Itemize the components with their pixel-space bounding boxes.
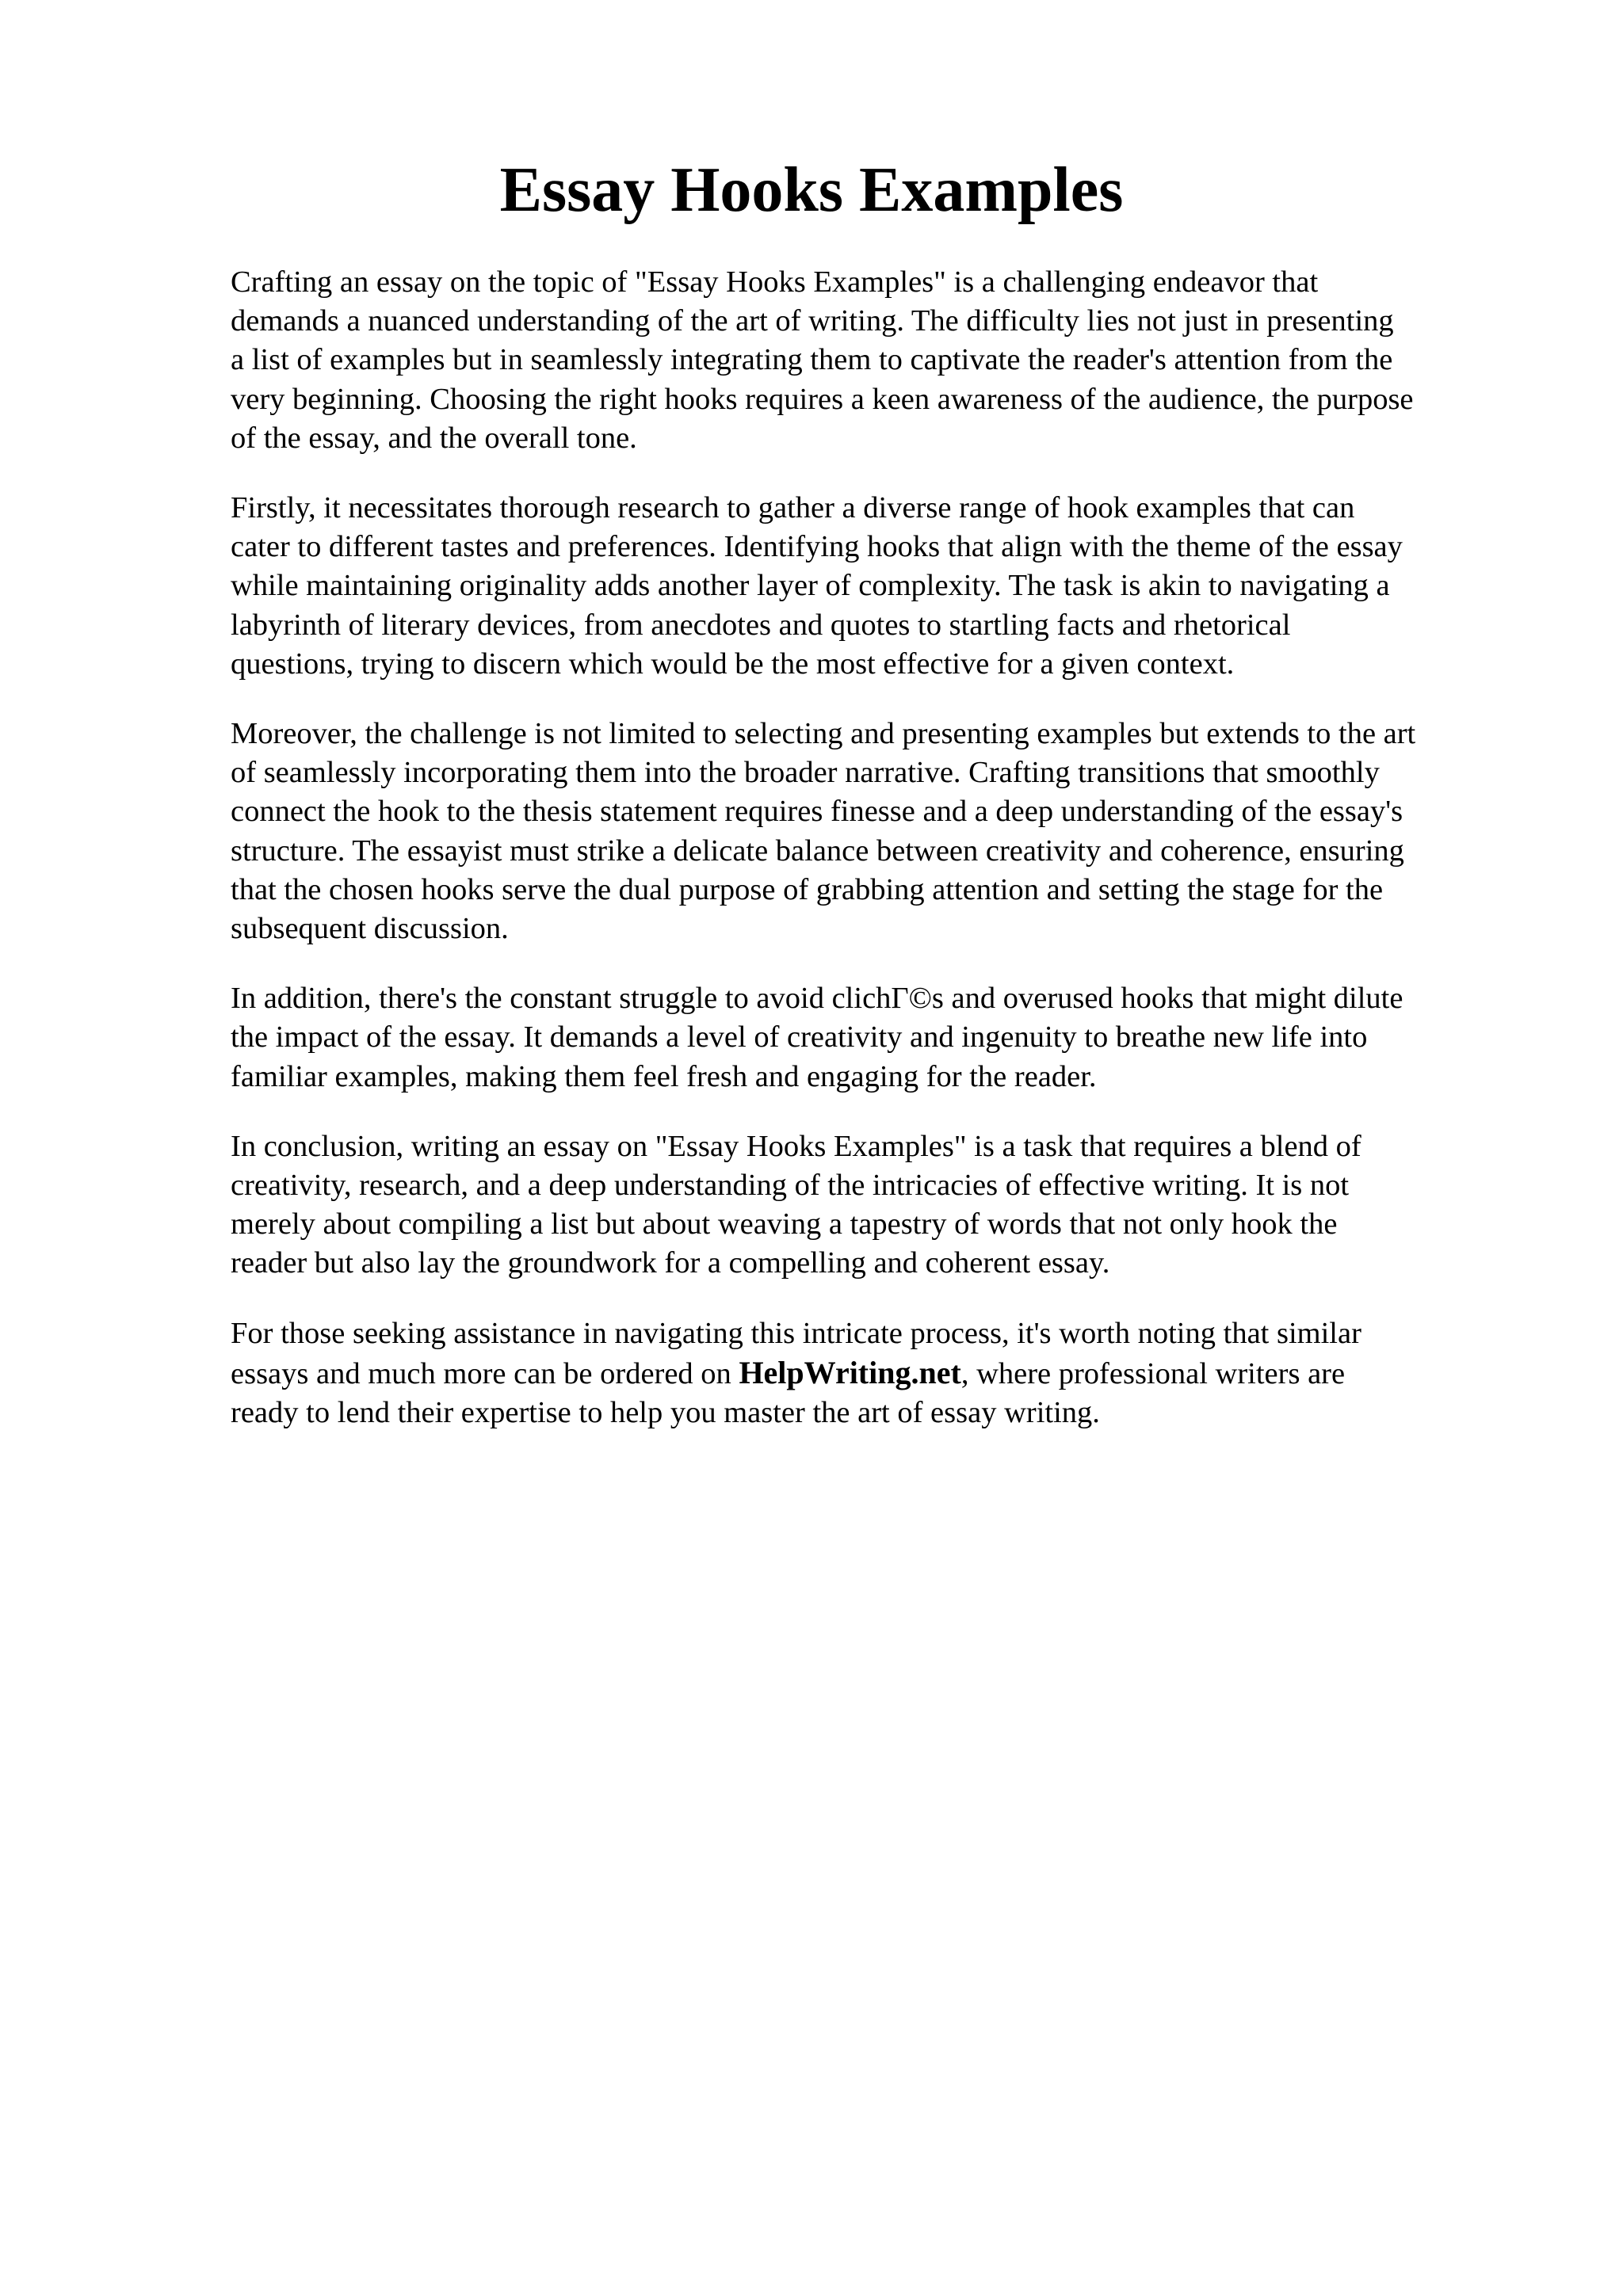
helpwriting-brand-link[interactable]: HelpWriting.net — [739, 1354, 961, 1390]
text-segment: essays and much more can be ordered on — [231, 1356, 739, 1390]
text-line: In conclusion, writing an essay on "Essay Hooks Examples" is a task that requires a blend of — [231, 1129, 1361, 1163]
text-line: labyrinth of literary devices, from anecdotes and quotes to startling facts and rhetorical — [231, 608, 1291, 642]
text-line: cater to different tastes and preferences. Identifying hooks that align with the theme of the essay — [231, 530, 1403, 564]
text-line: the impact of the essay. It demands a level of creativity and ingenuity to breathe new life into — [231, 1020, 1368, 1055]
text-line: a list of examples but in seamlessly integrating them to captivate the reader's attention from the — [231, 343, 1393, 377]
text-line: Crafting an essay on the topic of "Essay Hooks Examples" is a challenging endeavor that — [231, 265, 1319, 299]
text-line: In addition, there's the constant struggle to avoid clichΓ©s and overused hooks that might dilute — [231, 982, 1403, 1016]
text-line-with-link — [231, 1353, 1514, 1394]
text-line: of seamlessly incorporating them into the broader narrative. Crafting transitions that smoothly — [231, 756, 1380, 790]
document-body — [231, 263, 1514, 1463]
paragraph-cliches — [231, 979, 1514, 1097]
text-line: Firstly, it necessitates thorough research to gather a diverse range of hook examples that can — [231, 491, 1355, 525]
text-line: very beginning. Choosing the right hooks requires a keen awareness of the audience, the purpose — [231, 382, 1414, 416]
text-line: demands a nuanced understanding of the art of writing. The difficulty lies not just in presenting — [231, 304, 1394, 338]
paragraph-conclusion — [231, 1127, 1514, 1283]
text-line: ready to lend their expertise to help you master the art of essay writing. — [231, 1396, 1100, 1430]
text-segment: , where professional writers are — [960, 1356, 1346, 1390]
text-line: that the chosen hooks serve the dual purpose of grabbing attention and setting the stage for the — [231, 872, 1384, 906]
text-line: subsequent discussion. — [231, 912, 509, 946]
text-line: For those seeking assistance in navigating this intricate process, it's worth noting that similar — [231, 1316, 1361, 1350]
text-line: merely about compiling a list but about weaving a tapestry of words that not only hook the — [231, 1207, 1338, 1241]
paragraph-incorporation — [231, 715, 1514, 948]
text-line: connect the hook to the thesis statement requires finesse and a deep understanding of the essay's — [231, 795, 1403, 829]
text-line: creativity, research, and a deep understanding of the intricacies of effective writing. It is not — [231, 1169, 1350, 1203]
paragraph-research — [231, 489, 1514, 684]
text-line: while maintaining originality adds another layer of complexity. The task is akin to navigating a — [231, 569, 1390, 603]
text-line: structure. The essayist must strike a delicate balance between creativity and coherence, ensuring — [231, 833, 1404, 868]
text-line: questions, trying to discern which would be the most effective for a given context. — [231, 646, 1235, 681]
document-title: Essay Hooks Examples — [499, 155, 1124, 225]
text-line: familiar examples, making them feel fresh and engaging for the reader. — [231, 1059, 1097, 1093]
paragraph-closing — [231, 1314, 1514, 1433]
text-line: Moreover, the challenge is not limited to selecting and presenting examples but extends to the art — [231, 717, 1416, 751]
text-line: reader but also lay the groundwork for a compelling and coherent essay. — [231, 1246, 1110, 1280]
text-line: of the essay, and the overall tone. — [231, 421, 637, 455]
paragraph-intro — [231, 263, 1514, 458]
